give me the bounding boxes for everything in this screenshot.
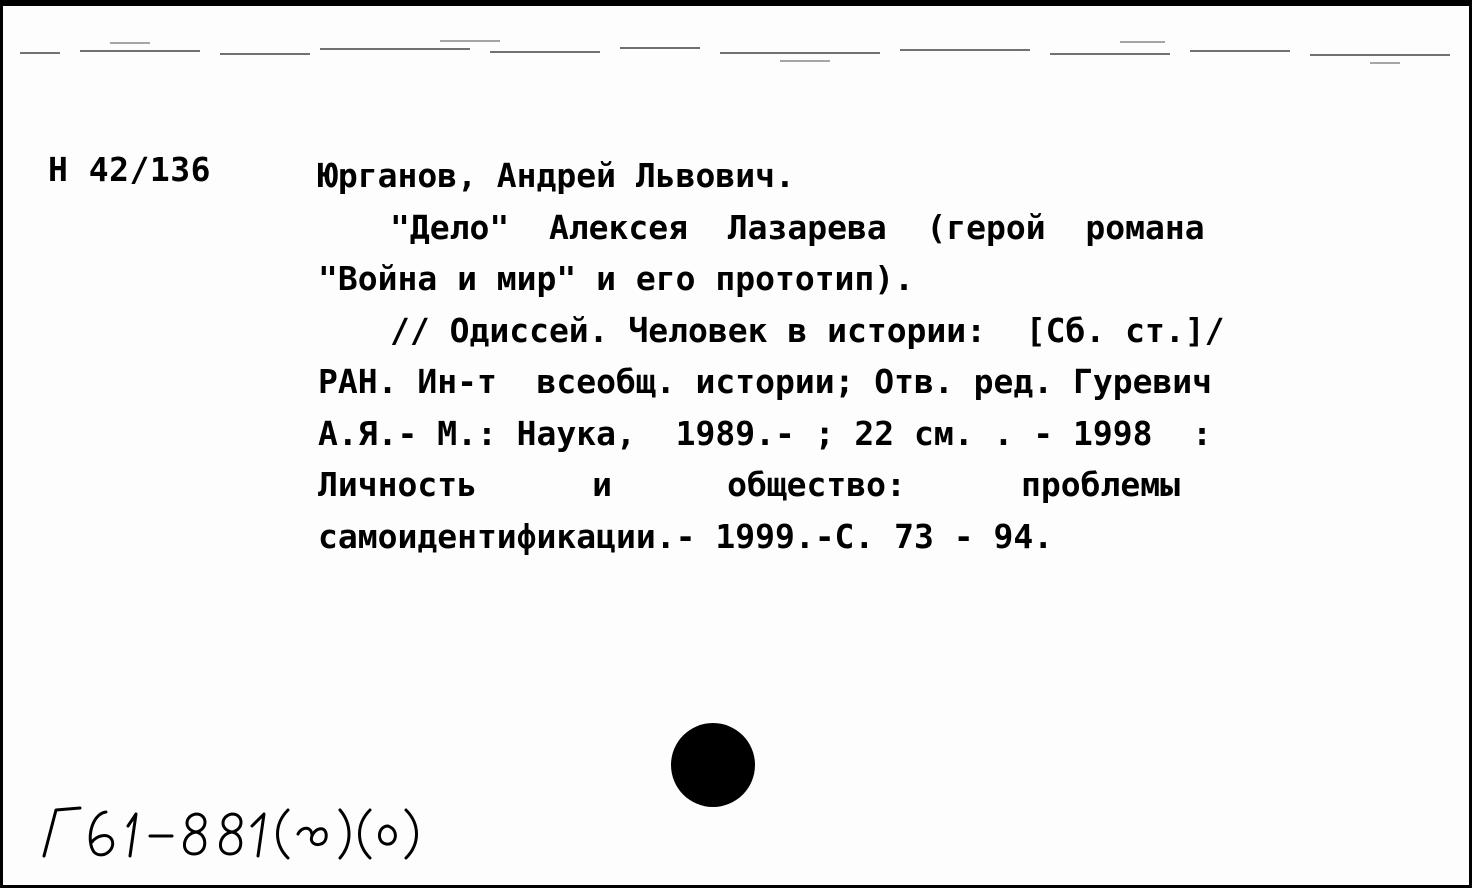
source-line-5: самоидентификации.- 1999.-С. 73 - 94. xyxy=(318,516,1054,556)
scan-noise-top xyxy=(20,38,1460,68)
call-number: Н 42/136 xyxy=(48,150,211,189)
scan-border-top xyxy=(0,0,1472,6)
author-line: Юрганов, Андрей Львович. xyxy=(318,156,795,195)
bibliographic-entry xyxy=(318,150,1438,562)
source-line: // Одиссей. Человек в истории: [Сб. ст.]/ xyxy=(390,310,1225,350)
source-line-4 xyxy=(318,459,1430,511)
title-line: "Дело" Алексея Лазарева (герой романа xyxy=(390,207,1205,247)
handwritten-note xyxy=(36,796,456,868)
source-line-3: А.Я.- М.: Наука, 1989.- ; 22 см. . - 1998 : xyxy=(318,413,1213,453)
source-word: общество: xyxy=(727,465,906,504)
title-line-continued: "Война и мир" и его прототип). xyxy=(318,259,915,298)
punch-hole xyxy=(669,721,757,809)
source-word: Личность xyxy=(318,465,477,504)
source-word: проблемы xyxy=(1021,465,1180,504)
source-line-2: РАН. Ин-т всеобщ. истории; Отв. ред. Гуревич xyxy=(318,362,1213,401)
scan-border-left xyxy=(0,0,3,888)
source-word: и xyxy=(592,465,612,504)
